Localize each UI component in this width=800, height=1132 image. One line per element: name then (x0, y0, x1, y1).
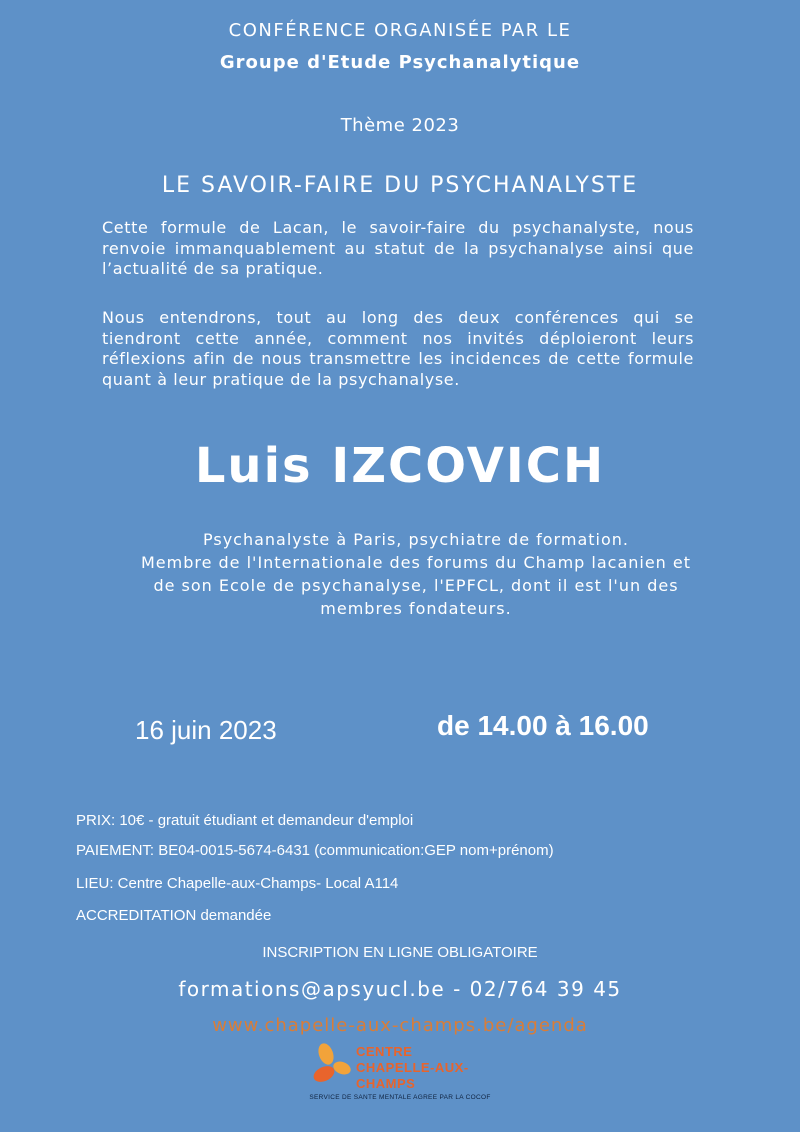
price-info: PRIX: 10€ - gratuit étudiant et demandeur d'emploi (76, 812, 414, 829)
registration-notice: INSCRIPTION EN LIGNE OBLIGATOIRE (262, 944, 538, 961)
centre-logo (312, 1040, 512, 1090)
theme-paragraph-1: Cette formule de Lacan, le savoir-faire du psychanalyste, nous renvoie immanquablement au statut de la psychanalyse ainsi que l’actualité de sa pratique. (102, 218, 694, 278)
speaker-bio-line: Psychanalyste à Paris, psychiatre de formation. (203, 530, 629, 549)
website-link[interactable]: www.chapelle-aux-champs.be/agenda (212, 1015, 588, 1036)
organizer-name: Groupe d'Etude Psychanalytique (219, 52, 581, 73)
accreditation-info: ACCREDITATION demandée (76, 907, 272, 924)
organizer-intro: CONFÉRENCE ORGANISÉE PAR LE (228, 20, 572, 41)
event-date: 16 juin 2023 (135, 715, 277, 745)
speaker-bio-line: membres fondateurs. (320, 599, 512, 618)
speaker-name: Luis IZCOVICH (194, 438, 606, 494)
logo-line-1: CENTRE (356, 1044, 413, 1059)
contact-info[interactable]: formations@apsyucl.be - 02/764 39 45 (178, 977, 622, 1001)
location-info: LIEU: Centre Chapelle-aux-Champs- Local A114 (76, 875, 399, 892)
theme-label: Thème 2023 (340, 115, 460, 136)
logo-mark-icon (312, 1040, 352, 1090)
logo-line-2: CHAPELLE-AUX-CHAMPS (356, 1060, 469, 1091)
theme-paragraph-2: Nous entendrons, tout au long des deux conférences qui se tiendront cette année, comment nos invités déploieront leurs réflexions afin de nous transmettre les incidences de cette formule quant à leur pratique de la psychanalyse. (102, 308, 694, 389)
payment-info: PAIEMENT: BE04-0015-5674-6431 (communication:GEP nom+prénom) (76, 842, 554, 859)
theme-title: LE SAVOIR-FAIRE DU PSYCHANALYSTE (161, 173, 639, 198)
speaker-bio-line: de son Ecole de psychanalyse, l'EPFCL, dont il est l'un des (153, 576, 679, 595)
logo-text (356, 1044, 512, 1092)
event-time: de 14.00 à 16.00 (437, 710, 649, 741)
speaker-bio-line: Membre de l'Internationale des forums du Champ lacanien et (140, 553, 692, 572)
speaker-bio (100, 528, 732, 620)
logo-tagline: SERVICE DE SANTE MENTALE AGREE PAR LA COCOF (309, 1094, 491, 1101)
